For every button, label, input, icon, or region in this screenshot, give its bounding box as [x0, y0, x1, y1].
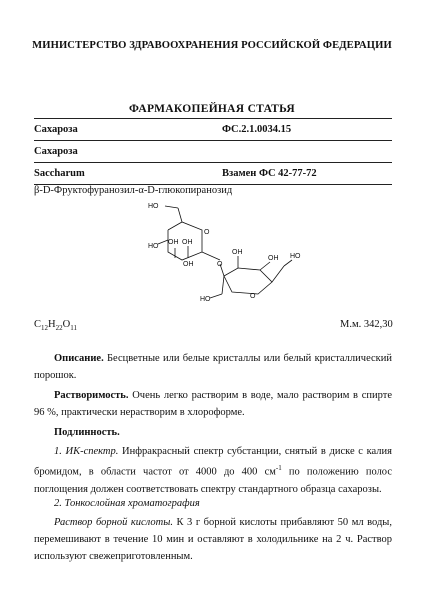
chemical-name: β-D-Фруктофуранозил-α-D-глюкопиранозид [34, 185, 233, 196]
boric-acid-paragraph [34, 514, 392, 565]
struct-label: OH [268, 255, 279, 262]
tlc-label: 2. Тонкослойная хроматография [54, 498, 200, 509]
struct-label: O [204, 229, 210, 236]
struct-label: HO [290, 253, 301, 260]
article-code: ФС.2.1.0034.15 [222, 119, 392, 141]
struct-label: HO [148, 203, 159, 210]
substance-name-lat: Saccharum [34, 163, 222, 185]
sucrose-structure-diagram [120, 200, 310, 310]
solubility-label: Растворимость. [54, 390, 129, 401]
formula-h-count: 22 [55, 324, 63, 333]
info-row [34, 119, 392, 141]
ir-label: 1. ИК-спектр. [54, 446, 119, 457]
tlc-heading [34, 495, 392, 512]
struct-label: HO [148, 243, 159, 250]
description-paragraph [34, 350, 392, 384]
struct-label: OH [168, 239, 179, 246]
struct-label: O [250, 293, 256, 300]
description-text: Бесцветные или белые кристаллы или белый кристаллический порошок. [34, 353, 392, 381]
identity-heading [34, 424, 392, 441]
ministry-header: МИНИСТЕРСТВО ЗДРАВООХРАНЕНИЯ РОССИЙСКОЙ ФЕДЕРАЦИИ [32, 40, 392, 51]
identity-label: Подлинность. [54, 427, 120, 438]
struct-label: OH [232, 249, 243, 256]
formula-c: C [34, 319, 42, 330]
substance-name-ru-2: Сахароза [34, 141, 222, 163]
ir-text-a: Инфракрасный спектр субстанции, снятый в диске с калия бромидом, в области частот от 4000 до 400 см [34, 446, 392, 478]
formula-h: H [48, 319, 56, 330]
struct-label: OH [183, 261, 194, 268]
info-row [34, 163, 392, 185]
formula-c-count: 12 [41, 324, 49, 333]
struct-label: HO [200, 296, 211, 303]
description-label: Описание. [54, 353, 104, 364]
substance-name-ru: Сахароза [34, 119, 222, 141]
ir-unit-exponent: -1 [275, 464, 282, 472]
info-row [34, 141, 392, 163]
solubility-text: Очень легко растворим в воде, мало растворим в спирте 96 %, практически нерастворим в хлороформе. [34, 390, 392, 418]
boric-text: К 3 г борной кислоты прибавляют 50 мл воды, перемешивают в течение 10 мин и оставляют в холодильнике на 2 ч. Раствор используют свежеприготовленным. [34, 517, 392, 562]
article-info-table [34, 118, 392, 185]
solubility-paragraph [34, 387, 392, 421]
empty-cell [222, 141, 392, 163]
replaces-code: Взамен ФС 42-77-72 [222, 163, 392, 185]
formula-o-count: 11 [70, 324, 77, 333]
struct-label: OH [182, 239, 193, 246]
molecular-weight: М.м. 342,30 [340, 319, 393, 330]
struct-label: O [217, 261, 223, 268]
ir-paragraph [34, 443, 392, 498]
ir-text-b: по положению полос поглощения должен соответствовать спектру стандартного образца сахарозы. [34, 466, 392, 495]
molecular-formula [34, 319, 77, 332]
article-title: ФАРМАКОПЕЙНАЯ СТАТЬЯ [128, 103, 296, 115]
formula-o: O [62, 319, 71, 330]
boric-label: Раствор борной кислоты. [54, 517, 173, 528]
